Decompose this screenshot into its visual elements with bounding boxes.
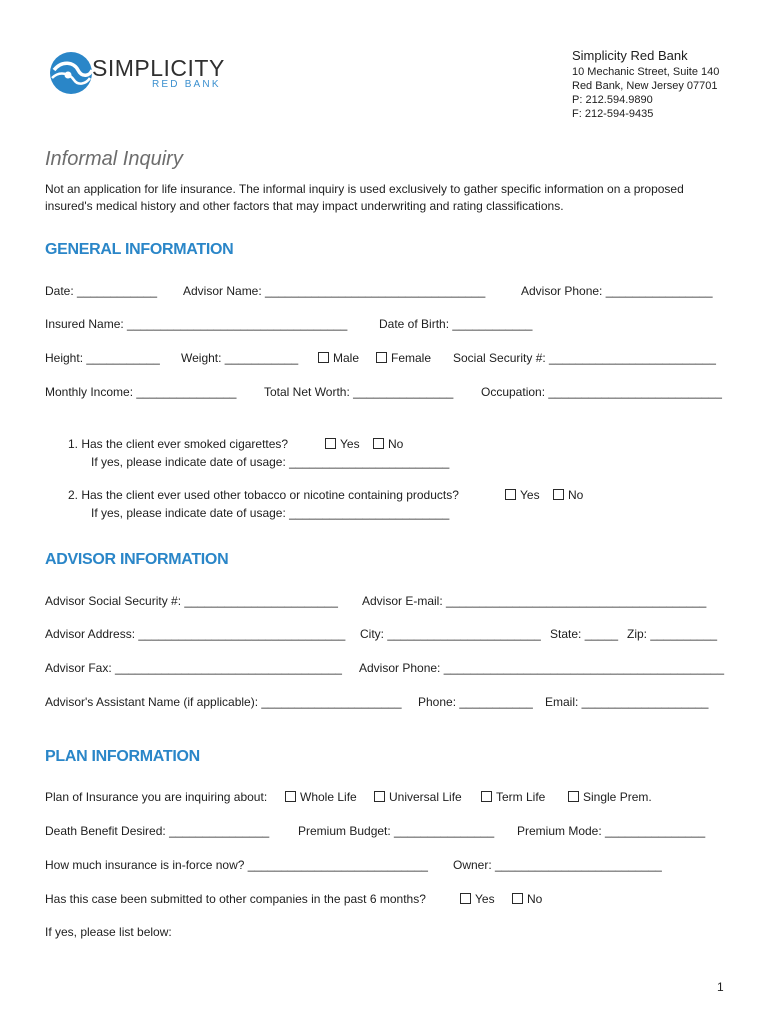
- office-fax: F: 212-594-9435: [572, 108, 654, 120]
- male-option[interactable]: [318, 351, 359, 365]
- intro-line-2: insured's medical history and other factors that may impact underwriting and rating classifications.: [45, 199, 564, 213]
- advisor-address-field[interactable]: Advisor Address: _______________________________: [45, 627, 346, 641]
- single-prem-label: Single Prem.: [583, 790, 652, 804]
- assistant-name-field[interactable]: Advisor's Assistant Name (if applicable): _____________________: [45, 695, 402, 709]
- date-field[interactable]: Date: ____________: [45, 284, 158, 298]
- office-city: Red Bank, New Jersey 07701: [572, 80, 718, 92]
- advisor-email-field[interactable]: Advisor E-mail: _______________________________________: [362, 594, 707, 608]
- checkbox-icon[interactable]: [376, 352, 387, 363]
- universal-life-label: Universal Life: [389, 790, 462, 804]
- checkbox-icon[interactable]: [553, 489, 564, 500]
- premium-budget-field[interactable]: Premium Budget: _______________: [298, 824, 495, 838]
- q2-yes-option[interactable]: [505, 488, 540, 502]
- weight-field[interactable]: Weight: ___________: [181, 351, 299, 365]
- assistant-email-field[interactable]: Email: ___________________: [545, 695, 709, 709]
- insured-name-field[interactable]: Insured Name: _________________________________: [45, 317, 348, 331]
- logo-subtitle: RED BANK: [152, 79, 221, 90]
- q1-no-option[interactable]: [373, 437, 403, 451]
- office-name: Simplicity Red Bank: [572, 48, 688, 63]
- dob-field[interactable]: Date of Birth: ____________: [379, 317, 533, 331]
- submitted-yes-label: Yes: [475, 892, 495, 906]
- intro-line-1: Not an application for life insurance. The informal inquiry is used exclusively to gather specific information on a proposed: [45, 182, 684, 196]
- advisor-phone-field-2[interactable]: Advisor Phone: __________________________________________: [359, 661, 725, 675]
- universal-life-option[interactable]: [374, 790, 462, 804]
- checkbox-icon[interactable]: [481, 791, 492, 802]
- checkbox-icon[interactable]: [373, 438, 384, 449]
- checkbox-icon[interactable]: [318, 352, 329, 363]
- checkbox-icon[interactable]: [374, 791, 385, 802]
- office-phone: P: 212.594.9890: [572, 94, 653, 106]
- term-life-option[interactable]: [481, 790, 545, 804]
- female-label: Female: [391, 351, 432, 365]
- advisor-fax-field[interactable]: Advisor Fax: __________________________________: [45, 661, 342, 675]
- submitted-no-label: No: [527, 892, 543, 906]
- plan-type-label: Plan of Insurance you are inquiring about:: [45, 790, 268, 804]
- advisor-zip-field[interactable]: Zip: __________: [627, 627, 718, 641]
- inforce-field[interactable]: How much insurance is in-force now? ___________________________: [45, 858, 428, 872]
- term-life-label: Term Life: [496, 790, 546, 804]
- ssn-field[interactable]: Social Security #: _________________________: [453, 351, 716, 365]
- whole-life-option[interactable]: [285, 790, 357, 804]
- q1-usage-field[interactable]: If yes, please indicate date of usage: ________________________: [91, 455, 450, 469]
- q1-yes-label: Yes: [340, 437, 360, 451]
- checkbox-icon[interactable]: [568, 791, 579, 802]
- office-street: 10 Mechanic Street, Suite 140: [572, 66, 720, 78]
- submitted-question: Has this case been submitted to other companies in the past 6 months?: [45, 892, 426, 906]
- submitted-yes-option[interactable]: [460, 892, 495, 906]
- submitted-no-option[interactable]: [512, 892, 542, 906]
- assistant-phone-field[interactable]: Phone: ___________: [418, 695, 533, 709]
- checkbox-icon[interactable]: [512, 893, 523, 904]
- owner-field[interactable]: Owner: _________________________: [453, 858, 662, 872]
- occupation-field[interactable]: Occupation: __________________________: [481, 385, 722, 399]
- checkbox-icon[interactable]: [505, 489, 516, 500]
- page-number: 1: [717, 980, 724, 994]
- question-2: 2. Has the client ever used other tobacco or nicotine containing products?: [68, 488, 459, 502]
- premium-mode-field[interactable]: Premium Mode: _______________: [517, 824, 706, 838]
- male-label: Male: [333, 351, 360, 365]
- q2-yes-label: Yes: [520, 488, 540, 502]
- q1-yes-option[interactable]: [325, 437, 360, 451]
- female-option[interactable]: [376, 351, 431, 365]
- logo-wordmark: SIMPLICITY: [92, 55, 225, 81]
- q2-no-label: No: [568, 488, 584, 502]
- advisor-city-field[interactable]: City: _______________________: [360, 627, 541, 641]
- net-worth-field[interactable]: Total Net Worth: _______________: [264, 385, 454, 399]
- list-below-label: If yes, please list below:: [45, 925, 172, 939]
- q1-no-label: No: [388, 437, 404, 451]
- checkbox-icon[interactable]: [285, 791, 296, 802]
- advisor-state-field[interactable]: State: _____: [550, 627, 619, 641]
- advisor-name-field[interactable]: Advisor Name: _________________________________: [183, 284, 486, 298]
- q2-usage-field[interactable]: If yes, please indicate date of usage: ________________________: [91, 506, 450, 520]
- single-prem-option[interactable]: [568, 790, 652, 804]
- advisor-ssn-field[interactable]: Advisor Social Security #: _______________________: [45, 594, 338, 608]
- monthly-income-field[interactable]: Monthly Income: _______________: [45, 385, 237, 399]
- height-field[interactable]: Height: ___________: [45, 351, 160, 365]
- form-title: Informal Inquiry: [45, 148, 183, 170]
- advisor-phone-field[interactable]: Advisor Phone: ________________: [521, 284, 713, 298]
- checkbox-icon[interactable]: [460, 893, 471, 904]
- advisor-heading: ADVISOR INFORMATION: [45, 551, 229, 568]
- general-heading: GENERAL INFORMATION: [45, 241, 234, 258]
- q2-no-option[interactable]: [553, 488, 583, 502]
- whole-life-label: Whole Life: [300, 790, 357, 804]
- death-benefit-field[interactable]: Death Benefit Desired: _______________: [45, 824, 270, 838]
- checkbox-icon[interactable]: [325, 438, 336, 449]
- plan-heading: PLAN INFORMATION: [45, 748, 200, 765]
- question-1: 1. Has the client ever smoked cigarettes?: [68, 437, 289, 451]
